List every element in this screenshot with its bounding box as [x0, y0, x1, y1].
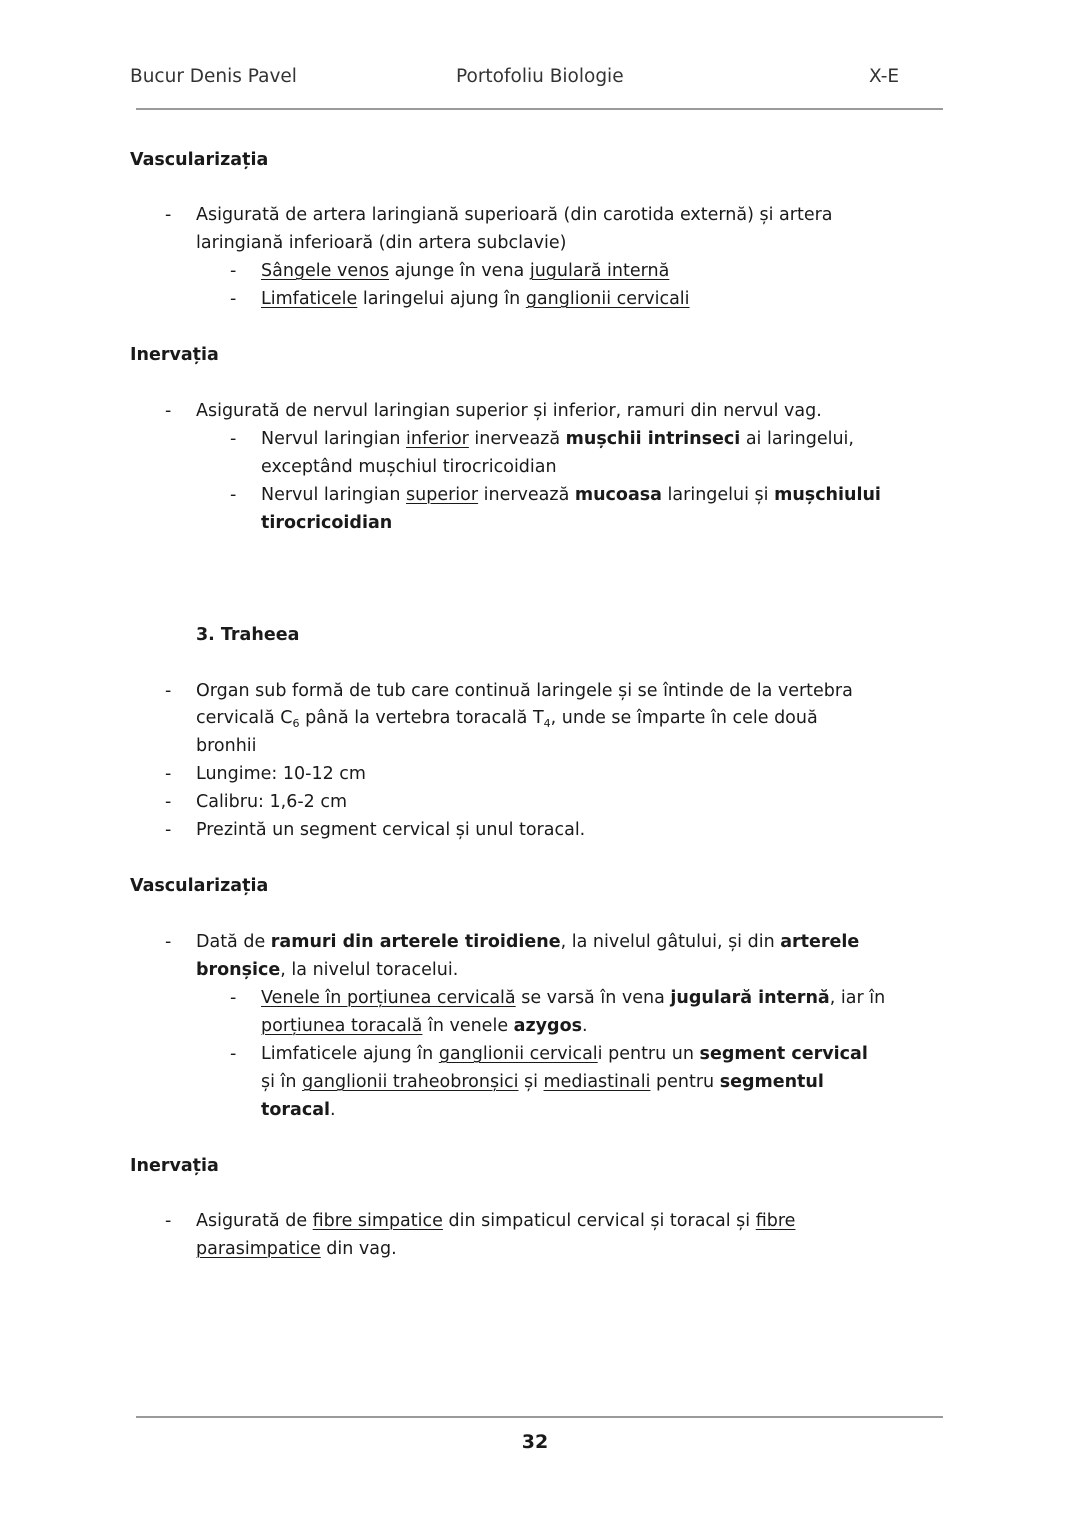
underlined-text: ganglionii cervical — [438, 1044, 598, 1064]
underlined-text: Venele în porțiunea cervicală — [261, 988, 516, 1008]
underlined-text: ganglionii traheobronșici — [302, 1072, 519, 1092]
text-run: , iar în — [829, 988, 886, 1008]
text-run: Asigurată de — [196, 1211, 313, 1231]
text-line — [196, 1238, 397, 1260]
text-run: Asigurată de artera laringiană superioară (din carotida externă) și artera — [196, 205, 833, 225]
text-line — [261, 484, 881, 506]
bullet-dash: - — [230, 1044, 237, 1064]
text-line — [196, 931, 859, 953]
section-heading — [130, 149, 268, 171]
text-run: , la nivelul gâtului, și din — [560, 932, 781, 952]
bullet-dash: - — [230, 429, 237, 449]
text-line — [196, 791, 347, 813]
bullet-dash: - — [165, 1211, 172, 1231]
bold-text: azygos — [513, 1016, 583, 1036]
text-run: bronhii — [196, 736, 257, 756]
bold-text: bronșice — [196, 960, 281, 980]
section-heading — [196, 624, 299, 646]
bold-text: Vascularizația — [130, 150, 269, 170]
bullet-dash: - — [165, 820, 172, 840]
text-line — [196, 959, 458, 981]
text-run: , la nivelul toracelui. — [280, 960, 459, 980]
bold-text: 3. Traheea — [196, 625, 300, 645]
text-line — [261, 1099, 336, 1121]
underlined-text: superior — [406, 485, 479, 505]
text-line — [196, 707, 818, 735]
text-run: Dată de — [196, 932, 271, 952]
text-line — [261, 512, 392, 534]
underlined-text: jugulară internă — [529, 261, 670, 281]
text-line — [196, 763, 366, 785]
text-line — [196, 735, 257, 757]
text-run: laringelui ajung în — [357, 289, 526, 309]
text-run: Limfaticele ajung în — [261, 1044, 439, 1064]
text-line — [196, 1210, 795, 1232]
bold-text: segmentul — [719, 1072, 824, 1092]
text-line — [196, 680, 853, 702]
text-run: pentru — [650, 1072, 720, 1092]
text-run: Calibru: 1,6-2 cm — [196, 792, 348, 812]
bold-text: toracal — [261, 1100, 331, 1120]
text-run: Nervul laringian — [261, 429, 407, 449]
bullet-dash: - — [230, 988, 237, 1008]
text-run: Prezintă un segment cervical și unul toracal. — [196, 820, 586, 840]
text-line — [196, 400, 822, 422]
text-run: . — [582, 1016, 588, 1036]
bold-text: arterele — [780, 932, 860, 952]
section-heading — [130, 875, 268, 897]
text-run: ai laringelui, — [740, 429, 854, 449]
bullet-dash: - — [165, 205, 172, 225]
bullet-dash: - — [165, 764, 172, 784]
text-run: Nervul laringian — [261, 485, 407, 505]
text-line — [261, 288, 690, 310]
subscript: 4 — [543, 717, 551, 730]
bold-text: segment cervical — [699, 1044, 868, 1064]
bullet-dash: - — [230, 289, 237, 309]
text-run: în venele — [422, 1016, 514, 1036]
text-run: Organ sub formă de tub care continuă laringele și se întinde de la vertebra — [196, 681, 853, 701]
underlined-text: parasimpatice — [196, 1239, 321, 1259]
bullet-dash: - — [230, 261, 237, 281]
bold-text: Inervația — [130, 345, 219, 365]
bold-text: mușchii intrinseci — [565, 429, 741, 449]
text-run: laringiană inferioară (din artera subclavie) — [196, 233, 567, 253]
text-run: Asigurată de nervul laringian superior și inferior, ramuri din nervul vag. — [196, 401, 822, 421]
text-line — [261, 1015, 588, 1037]
text-line — [261, 428, 854, 450]
text-run: se varsă în vena — [515, 988, 671, 1008]
text-line — [196, 204, 833, 226]
bullet-dash: - — [165, 932, 172, 952]
page-number: 32 — [521, 1431, 549, 1453]
text-line — [196, 232, 566, 254]
underlined-text: fibre simpatice — [312, 1211, 443, 1231]
text-run: laringelui și — [661, 485, 775, 505]
header-class: X-E — [869, 66, 900, 87]
text-run: exceptând mușchiul tirocricoidian — [261, 457, 557, 477]
bold-text: tirocricoidian — [261, 513, 393, 533]
text-line — [261, 1043, 868, 1065]
bold-text: ramuri din arterele tiroidiene — [270, 932, 561, 952]
text-run: inervează — [468, 429, 566, 449]
footer-divider — [136, 1416, 943, 1418]
text-run: cervicală C — [196, 708, 293, 728]
text-run: din vag. — [320, 1239, 397, 1259]
underlined-text: Sângele venos — [261, 261, 390, 281]
header-author: Bucur Denis Pavel — [130, 66, 297, 87]
bullet-dash: - — [165, 792, 172, 812]
section-heading — [130, 344, 219, 366]
bold-text: Inervația — [130, 1156, 219, 1176]
text-line — [196, 819, 585, 841]
header-title: Portofoliu Biologie — [456, 66, 624, 87]
text-run: și în — [261, 1072, 303, 1092]
underlined-text: mediastinali — [543, 1072, 651, 1092]
text-run: și — [518, 1072, 544, 1092]
text-run: inervează — [478, 485, 575, 505]
bold-text: jugulară internă — [670, 988, 830, 1008]
header-divider — [136, 108, 943, 110]
underlined-text: porțiunea toracală — [261, 1016, 423, 1036]
bold-text: Vascularizația — [130, 876, 269, 896]
text-run: ajunge în vena — [389, 261, 530, 281]
text-line — [261, 1071, 824, 1093]
text-line — [261, 260, 669, 282]
text-run: din simpaticul cervical și toracal și — [442, 1211, 756, 1231]
underlined-text: Limfaticele — [261, 289, 358, 309]
bullet-dash: - — [165, 681, 172, 701]
bullet-dash: - — [165, 401, 172, 421]
text-line — [261, 456, 557, 478]
text-run: Lungime: 10-12 cm — [196, 764, 366, 784]
subscript: 6 — [292, 717, 300, 730]
bullet-dash: - — [230, 485, 237, 505]
bold-text: mușchiului — [774, 485, 881, 505]
underlined-text: ganglionii cervicali — [525, 289, 690, 309]
text-line — [261, 987, 885, 1009]
text-run: i pentru un — [597, 1044, 700, 1064]
bold-text: mucoasa — [574, 485, 662, 505]
underlined-text: inferior — [406, 429, 469, 449]
underlined-text: fibre — [755, 1211, 796, 1231]
section-heading — [130, 1155, 219, 1177]
text-run: . — [330, 1100, 336, 1120]
text-run: până la vertebra toracală T — [299, 708, 544, 728]
text-run: , unde se împarte în cele două — [550, 708, 818, 728]
